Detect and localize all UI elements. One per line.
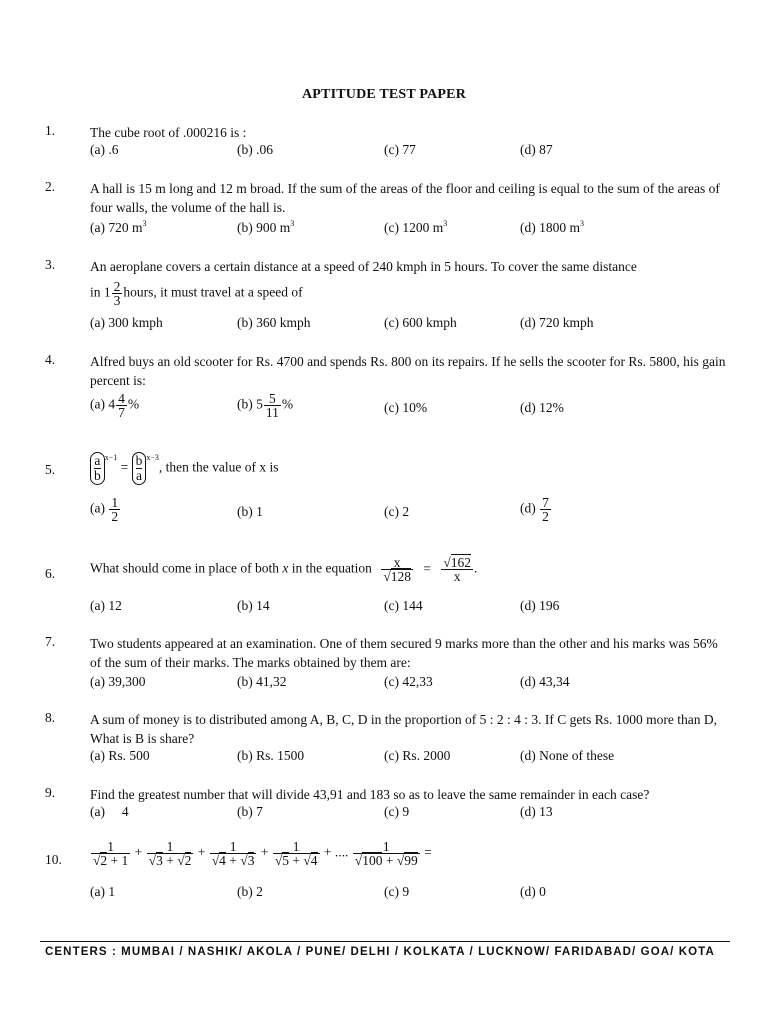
option-d: (d) 720 kmph xyxy=(520,315,594,330)
option-a: (a) 720 $m^3$ xyxy=(90,219,147,235)
question-text: Two students appeared at an examination. One of them secured 9 marks more than the other and his marks was 56% of the sum of their marks. The marks obtained by them are: xyxy=(90,636,718,670)
question-number: 3. xyxy=(45,257,56,272)
option-b: (b) 1 xyxy=(237,504,263,519)
question-text: An aeroplane covers a certain distance at a speed of 240 kmph in 5 hours. To cover the same distance xyxy=(90,259,637,274)
term-last: $\frac{1}{√100 + √99}$ xyxy=(354,839,418,868)
option-d: (d) 0 xyxy=(520,884,546,899)
series-expression: $\frac{1}{√2 + 1}$ + $\frac{1}{√3 + √2}$ + $\frac{1}{√4 + √3}$ + $\frac{1}{√5 + √4}$ + .... $\frac{1}{√100 + √99}$ = xyxy=(93,839,432,868)
option-c: (c) 42,33 xyxy=(384,674,433,689)
question-number: 4. xyxy=(45,352,56,367)
question-equation: $\frac{a}{b}$ $^{x-1}$ = $\frac{b}{a}$ $^{x-3}$, then the value of x is xyxy=(90,452,279,485)
option-b: (b) 360 kmph xyxy=(237,315,311,330)
question-number: 1. xyxy=(45,123,56,138)
option-b: (b) .06 xyxy=(237,142,273,157)
option-c: (c) Rs. 2000 xyxy=(384,748,451,763)
option-c: (c) 77 xyxy=(384,142,416,157)
footer-centers: CENTERS : MUMBAI / NASHIK/ AKOLA / PUNE/ DELHI / KOLKATA / LUCKNOW/ FARIDABAD/ GOA/ KOTA xyxy=(45,946,715,958)
option-b: (b) 900 $m^3$ xyxy=(237,219,295,235)
question-text-line-2: in 1 $\frac{2}{3}$ hours, it must travel at a speed of xyxy=(90,279,303,308)
question-number: 9. xyxy=(45,785,56,800)
question-number: 2. xyxy=(45,179,56,194)
option-c: (c) 9 xyxy=(384,804,410,819)
option-a: (a) 4 xyxy=(90,804,129,819)
option-c: (c) 144 xyxy=(384,598,423,613)
term-4: $\frac{1}{√5 + √4}$ xyxy=(274,839,318,868)
question-number: 7. xyxy=(45,634,56,649)
question-text: The cube root of .000216 is : xyxy=(90,125,247,140)
option-a: (a) 12 xyxy=(90,598,122,613)
term-3: $\frac{1}{√4 + √3}$ xyxy=(211,839,255,868)
page-title: APTITUDE TEST PAPER xyxy=(301,87,467,102)
option-b: (b) 41,32 xyxy=(237,674,287,689)
term-2: $\frac{1}{√3 + √2}$ xyxy=(148,839,192,868)
question-text: Find the greatest number that will divide 43,91 and 183 so as to leave the same remainder in each case? xyxy=(90,787,650,802)
term-1: $\frac{1}{√2 + 1}$ xyxy=(93,839,129,868)
option-c: (c) 600 kmph xyxy=(384,315,457,330)
question-text: A sum of money is to distributed among A, B, C, D in the proportion of 5 : 2 : 4 : 3. If C gets Rs. 1000 more than D, What is B is share? xyxy=(90,712,717,746)
option-a: (a) 1 xyxy=(90,884,116,899)
option-d: (d) 1800 $m^3$ xyxy=(520,219,584,235)
footer-divider xyxy=(40,941,730,942)
option-d: (d) 13 xyxy=(520,804,553,819)
option-c: (c) 10% xyxy=(384,400,428,415)
question-text: What should come in place of both x in the equation $\frac{x}{√128}$ = $\frac{√162}{x}$ . xyxy=(90,555,478,584)
option-b: (b) Rs. 1500 xyxy=(237,748,305,763)
option-a: (a) 4 $\frac{4}{7}$ % xyxy=(90,391,140,420)
option-b: (b) 2 xyxy=(237,884,263,899)
option-b: (b) 7 xyxy=(237,804,263,819)
question-text: A hall is 15 m long and 12 m broad. If the sum of the areas of the floor and ceiling is equal to the sum of the areas of four walls, the volume of the hall is. xyxy=(90,181,720,215)
question-number: 10. xyxy=(45,852,62,867)
question-number: 5. xyxy=(45,462,56,477)
option-a: (a) 300 kmph xyxy=(90,315,163,330)
question-text: Alfred buys an old scooter for Rs. 4700 and spends Rs. 800 on its repairs. If he sells the scooter for Rs. 5800, his gain percent is: xyxy=(90,354,726,388)
question-number: 8. xyxy=(45,710,56,725)
option-a: (a) 39,300 xyxy=(90,674,146,689)
option-a: (a) .6 xyxy=(90,142,119,157)
option-d: (d) 87 xyxy=(520,142,553,157)
option-d: (d) $\frac{7}{2}$ xyxy=(520,495,549,524)
option-d: (d) 196 xyxy=(520,598,560,613)
option-d: (d) 12% xyxy=(520,400,564,415)
option-a: (a) $\frac{1}{2}$ xyxy=(90,495,119,524)
option-c: (c) 9 xyxy=(384,884,410,899)
option-c: (c) 1200 $m^3$ xyxy=(384,219,448,235)
fraction: $\frac{2}{3}$ xyxy=(113,279,121,308)
option-c: (c) 2 xyxy=(384,504,410,519)
question-number: 6. xyxy=(45,566,56,581)
option-b: (b) 14 xyxy=(237,598,270,613)
option-b: (b) 5 $\frac{5}{11}$ % xyxy=(237,391,294,420)
option-d: (d) 43,34 xyxy=(520,674,570,689)
option-d: (d) None of these xyxy=(520,748,615,763)
option-a: (a) Rs. 500 xyxy=(90,748,150,763)
